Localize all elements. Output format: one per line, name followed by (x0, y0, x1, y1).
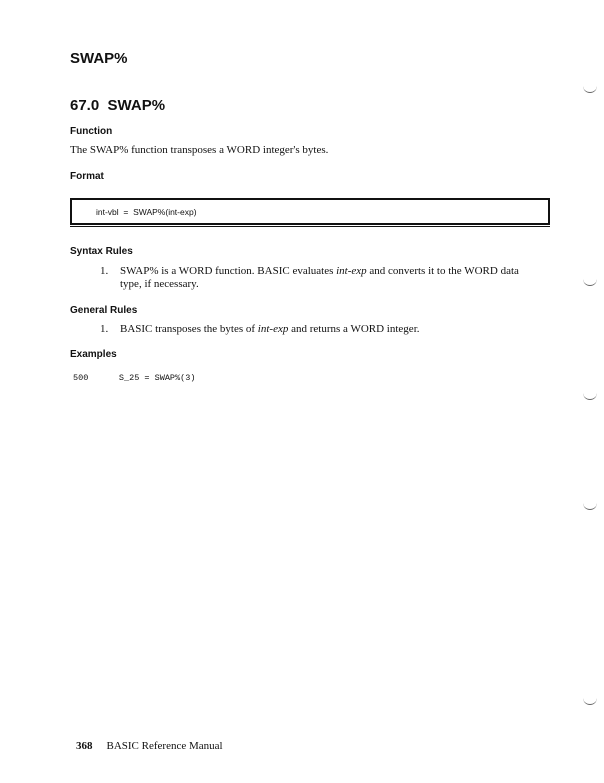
page-footer (76, 740, 223, 752)
format-box (70, 198, 550, 225)
general-rule-text-before: BASIC transposes the bytes of (120, 323, 258, 335)
section-title (70, 97, 165, 114)
general-rule-text-emph: int-exp (257, 323, 289, 335)
general-rule-text (120, 323, 560, 336)
format-syntax: int-vbl = SWAP%(int-exp) (96, 207, 197, 217)
examples-heading: Examples (70, 349, 117, 360)
syntax-rules-heading: Syntax Rules (70, 246, 133, 257)
margin-scan-mark (583, 279, 597, 286)
example-code: S_25 = SWAP%(3) (118, 373, 196, 383)
margin-scan-mark (583, 698, 597, 705)
syntax-rule-text-emph: int-exp (336, 265, 367, 277)
syntax-rule-number: 1. (100, 265, 109, 277)
general-rule-number: 1. (100, 323, 109, 335)
margin-scan-mark (583, 86, 597, 93)
general-rule-text-after: and returns a WORD integer. (288, 323, 420, 335)
example-line-number: 500 (73, 373, 89, 383)
margin-scan-mark (583, 503, 597, 510)
function-description: The SWAP% function transposes a WORD integer's bytes. (70, 144, 329, 156)
page-header-title: SWAP% (70, 50, 128, 67)
syntax-rule-text (120, 265, 560, 291)
syntax-rule-text-line2: type, if necessary. (120, 278, 199, 290)
margin-scan-mark (583, 393, 597, 400)
format-heading: Format (70, 171, 104, 182)
syntax-rule-text-before: SWAP% is a WORD function. BASIC evaluates (120, 265, 337, 277)
footer-page-number: 368 (76, 740, 93, 752)
section-number: 67.0 (70, 97, 100, 114)
function-heading: Function (70, 126, 113, 137)
footer-manual-title: BASIC Reference Manual (106, 740, 223, 752)
general-rules-heading: General Rules (70, 305, 138, 316)
syntax-rule-text-after: and converts it to the WORD data (366, 265, 519, 277)
section-name: SWAP% (107, 97, 166, 114)
example-code-line (73, 373, 195, 383)
